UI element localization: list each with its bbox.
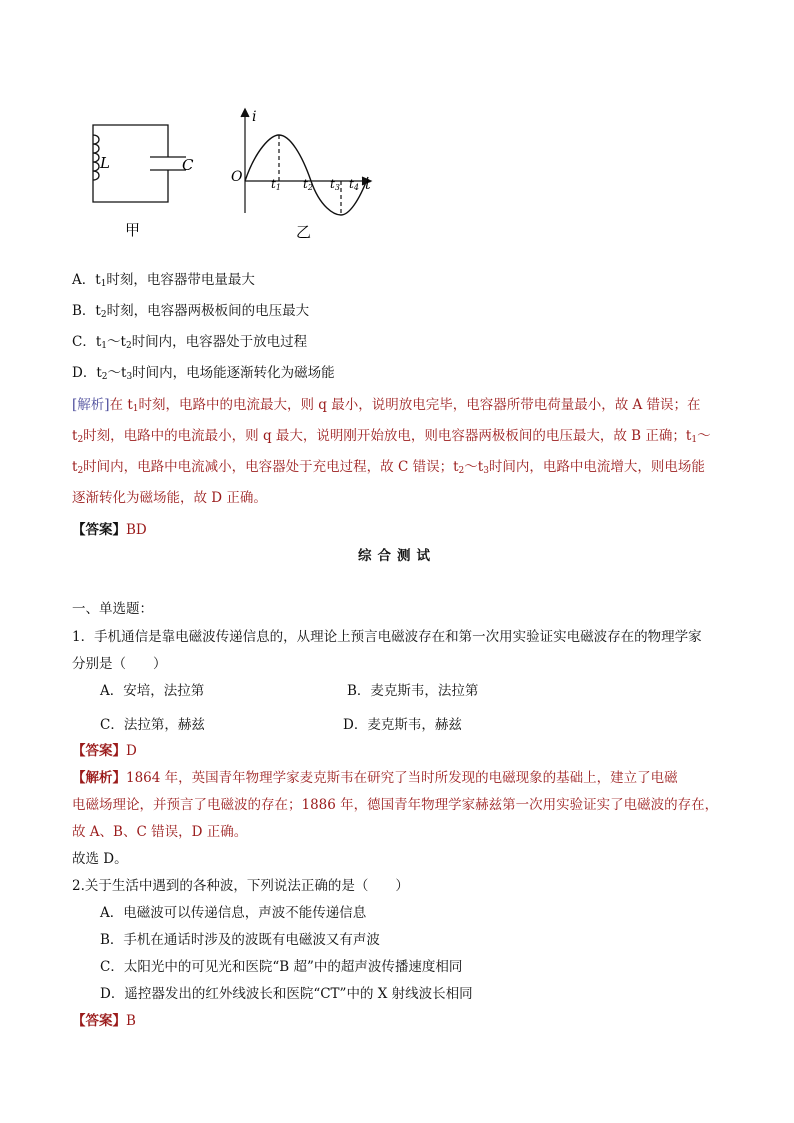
- t4-label: t4: [349, 177, 359, 192]
- prev-analysis-line-3: $t_2$时间内，电路中电流减小，电容器处于充电过程，故 C 错误；$t_2\sim t_3$时间内，电路中电流增大，则电场能: [72, 459, 705, 476]
- inductor-label: L: [100, 154, 110, 172]
- q2-stem: 2.关于生活中遇到的各种波，下列说法正确的是（ ）: [72, 878, 409, 894]
- axis-t-label: t: [365, 177, 371, 193]
- q1-option-c: C．法拉第，赫兹: [100, 717, 205, 733]
- t2-label: t2: [303, 177, 313, 192]
- part-title: 一、单选题：: [72, 601, 153, 617]
- prev-option-c: C．$t_1\sim t_2$时间内，电容器处于放电过程: [72, 334, 308, 351]
- figure-jia-label: 甲: [125, 221, 141, 239]
- q1-option-d: D．麦克斯韦，赫兹: [343, 717, 462, 733]
- origin-label: O: [231, 169, 243, 185]
- q2-answer: 【答案】B: [72, 1013, 136, 1029]
- q1-stem-line-1: 1．手机通信是靠电磁波传递信息的，从理论上预言电磁波存在和第一次用实验证实电磁波存在的物理学家: [72, 629, 702, 645]
- axis-i-label: i: [252, 109, 257, 125]
- prev-analysis-line-1: [解析]在 $t_1$时刻，电路中的电流最大，则 q 最小，说明放电完毕，电容器所带电荷量最小，故 A 错误；在: [72, 397, 701, 414]
- q2-option-a: A．电磁波可以传递信息，声波不能传递信息: [100, 905, 367, 921]
- figure-yi-label: 乙: [296, 223, 312, 241]
- q2-option-c: C．太阳光中的可见光和医院“B 超”中的超声波传播速度相同: [100, 959, 463, 975]
- q1-analysis-line-2: 电磁场理论，并预言了电磁波的存在；1886 年，德国青年物理学家赫兹第一次用实验证实了电磁波的存在，: [72, 797, 719, 813]
- t1-label: t1: [271, 177, 281, 192]
- q2-option-b: B．手机在通话时涉及的波既有电磁波又有声波: [100, 932, 380, 948]
- prev-option-b: B．$t_2$时刻，电容器两极板间的电压最大: [72, 303, 310, 320]
- q2-option-d: D．遥控器发出的红外线波长和医院“CT”中的 X 射线波长相同: [100, 986, 473, 1002]
- q1-conclusion: 故选 D。: [72, 851, 128, 867]
- prev-answer: 【答案】BD: [72, 522, 147, 538]
- prev-analysis-line-2: $t_2$时刻，电路中的电流最小，则 q 最大，说明刚开始放电，则电容器两极板间的电压最大，故 B 正确；$t_1\sim$: [72, 428, 711, 445]
- q1-option-a: A．安培，法拉第: [100, 683, 205, 699]
- q1-answer: 【答案】D: [72, 743, 137, 759]
- q1-analysis-line-1: 【解析】1864 年，英国青年物理学家麦克斯韦在研究了当时所发现的电磁现象的基础上，建立了电磁: [72, 770, 678, 786]
- q1-analysis-line-3: 故 A、B、C 错误，D 正确。: [72, 824, 248, 840]
- prev-option-a: A．$t_1$时刻，电容器带电量最大: [72, 272, 255, 289]
- section-title: 综合测试: [358, 548, 436, 564]
- prev-analysis-line-4: 逐渐转化为磁场能，故 D 正确。: [72, 490, 267, 506]
- q1-stem-line-2: 分别是（ ）: [72, 656, 167, 672]
- document-page-2: [72, 0, 732, 1123]
- capacitor-label: C: [182, 156, 194, 174]
- t3-label: t3: [330, 177, 340, 192]
- prev-option-d: D．$t_2\sim t_3$时间内，电场能逐渐转化为磁场能: [72, 365, 335, 382]
- q1-option-b: B．麦克斯韦，法拉第: [347, 683, 479, 699]
